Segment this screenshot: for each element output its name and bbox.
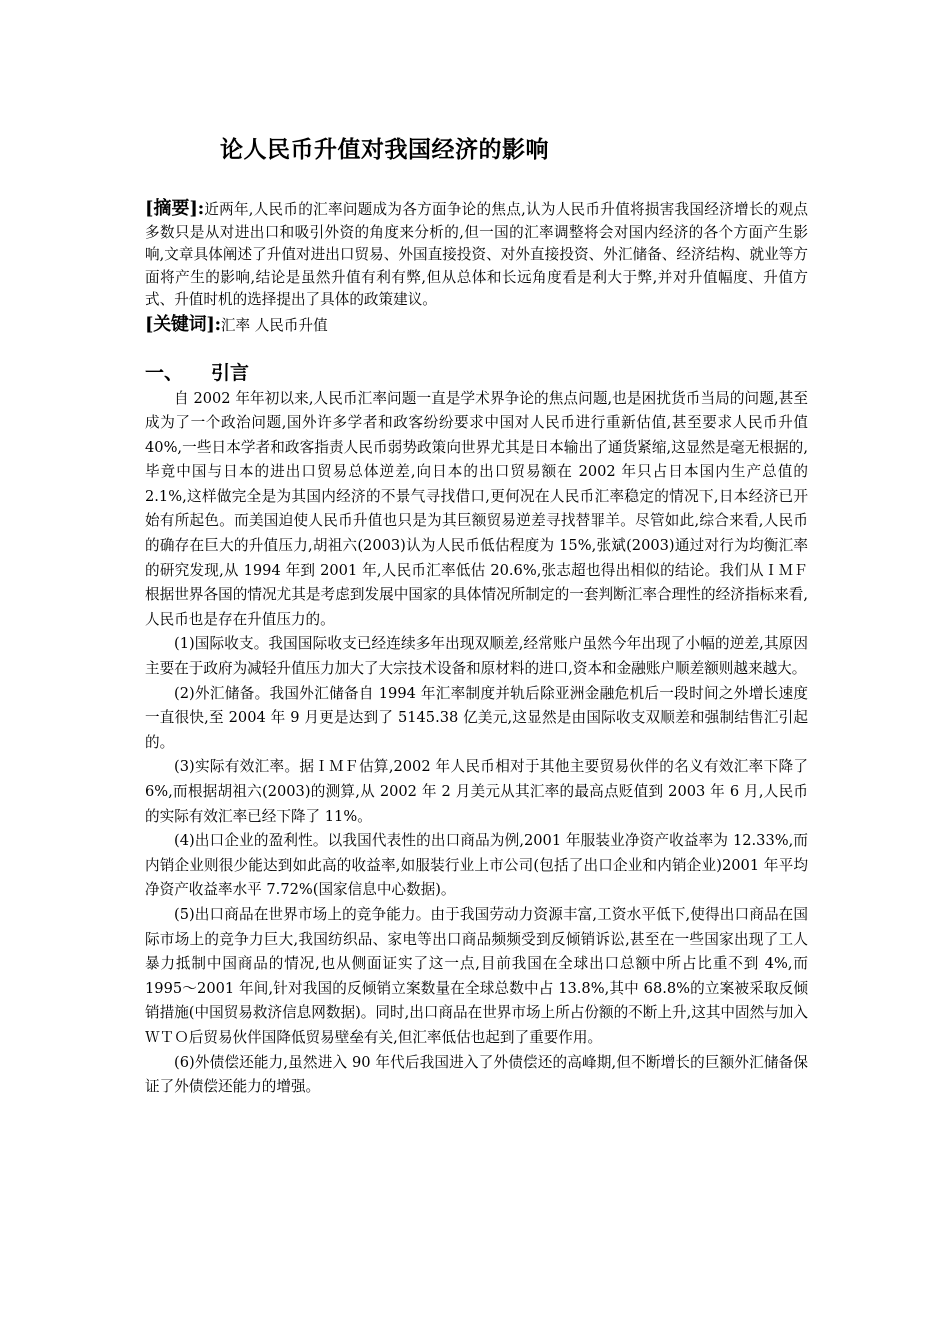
keywords	[145, 312, 808, 339]
section-title: 引言	[211, 361, 250, 384]
keywords-text: 汇率 人民币升值	[220, 316, 328, 334]
abstract-label: [摘要]:	[145, 198, 204, 219]
keywords-label: [关键词]:	[145, 313, 221, 335]
section-number: 一、	[145, 361, 184, 384]
paragraph-intro: 自 2002 年年初以来,人民币汇率问题一直是学术界争论的焦点问题,也是困扰货币当局的问题,甚至成为了一个政治问题,国外许多学者和政客纷纷要求中国对人民币进行重新估值,甚至要求人民币升值 40%,一些日本学者和政客指责人民币弱势政策向世界尤其是日本输出了通货紧缩,这显然是毫无根据的,毕竟中国与日本的进出口贸易总体逆差,向日本的出口贸易额在 2002 年只占日本国内生产总值的 2.1%,这样做完全是为其国内经济的不景气寻找借口,更何况在人民币汇率稳定的情况下,日本经济已开始有所起色。而美国迫使人民币升值也只是为其巨额贸易逆差寻找替罪羊。尽管如此,综合来看,人民币的确存在巨大的升值压力,胡祖六(2003)认为人民币低估程度为 15%,张斌(2003)通过对行为均衡汇率的研究发现,从 1994 年到 2001 年,人民币汇率低估 20.6%,张志超也得出相似的结论。我们从ＩＭＦ根据世界各国的情况尤其是考虑到发展中国家的具体情况所制定的一套判断汇率合理性的经济指标来看,人民币也是存在升值压力的。	[145, 389, 808, 628]
paragraph-forex-reserves: (2)外汇储备。我国外汇储备自 1994 年汇率制度并轨后除亚洲金融危机后一段时间之外增长速度一直很快,至 2004 年 9 月更是达到了 5145.38 亿美元,这显然是由国际收支双顺差和强制结售汇引起的。	[145, 684, 808, 751]
paragraph-export-profitability: (4)出口企业的盈利性。以我国代表性的出口商品为例,2001 年服装业净资产收益率为 12.33%,而内销企业则很少能达到如此高的收益率,如服装行业上市公司(包括了出口企业和内销企业)2001 年平均净资产收益率水平 7.72%(国家信息中心数据)。	[145, 832, 808, 899]
section-heading	[145, 359, 808, 387]
paragraph-real-effective-rate: (3)实际有效汇率。据ＩＭＦ估算,2002 年人民币相对于其他主要贸易伙伴的名义有效汇率下降了 6%,而根据胡祖六(2003)的测算,从 2002 年 2 月美元从其汇率的最高点贬值到 2003 年 6 月,人民币的实际有效汇率已经下降了 11%。	[145, 758, 808, 825]
abstract	[145, 198, 808, 312]
document-title: 论人民币升值对我国经济的影响	[220, 136, 549, 163]
paragraph-debt-repayment: (6)外债偿还能力,虽然进入 90 年代后我国进入了外债偿还的高峰期,但不断增长的巨额外汇储备保证了外债偿还能力的增强。	[145, 1053, 808, 1096]
document-page	[145, 130, 808, 1100]
abstract-text: 近两年,人民币的汇率问题成为各方面争论的焦点,认为人民币升值将损害我国经济增长的观点多数只是从对进出口和吸引外资的角度来分析的,但一国的汇率调整将会对国内经济的各个方面产生影响,文章具体阐述了升值对进出口贸易、外国直接投资、对外直接投资、外汇储备、经济结构、就业等方面将产生的影响,结论是虽然升值有利有弊,但从总体和长远角度看是利大于弊,并对升值幅度、升值方式、升值时机的选择提出了具体的政策建议。	[145, 201, 808, 308]
paragraph-export-competitiveness: (5)出口商品在世界市场上的竞争能力。由于我国劳动力资源丰富,工资水平低下,使得出口商品在国际市场上的竞争力巨大,我国纺织品、家电等出口商品频频受到反倾销诉讼,甚至在一些国家出现了工人暴力抵制中国商品的情况,也从侧面证实了这一点,目前我国在全球出口总额中所占比重不到 4%,而 1995～2001 年间,针对我国的反倾销立案数量在全球总数中占 13.8%,其中 68.8%的立案被采取反倾销措施(中国贸易救济信息网数据)。同时,出口商品在世界市场上所占份额的不断上升,这其中固然与加入ＷＴＯ后贸易伙伴国降低贸易壁垒有关,但汇率低估也起到了重要作用。	[145, 905, 808, 1046]
paragraph-balance-of-payments: (1)国际收支。我国国际收支已经连续多年出现双顺差,经常账户虽然今年出现了小幅的逆差,其原因主要在于政府为减轻升值压力加大了大宗技术设备和原材料的进口,资本和金融账户顺差额则越来越大。	[145, 635, 808, 678]
